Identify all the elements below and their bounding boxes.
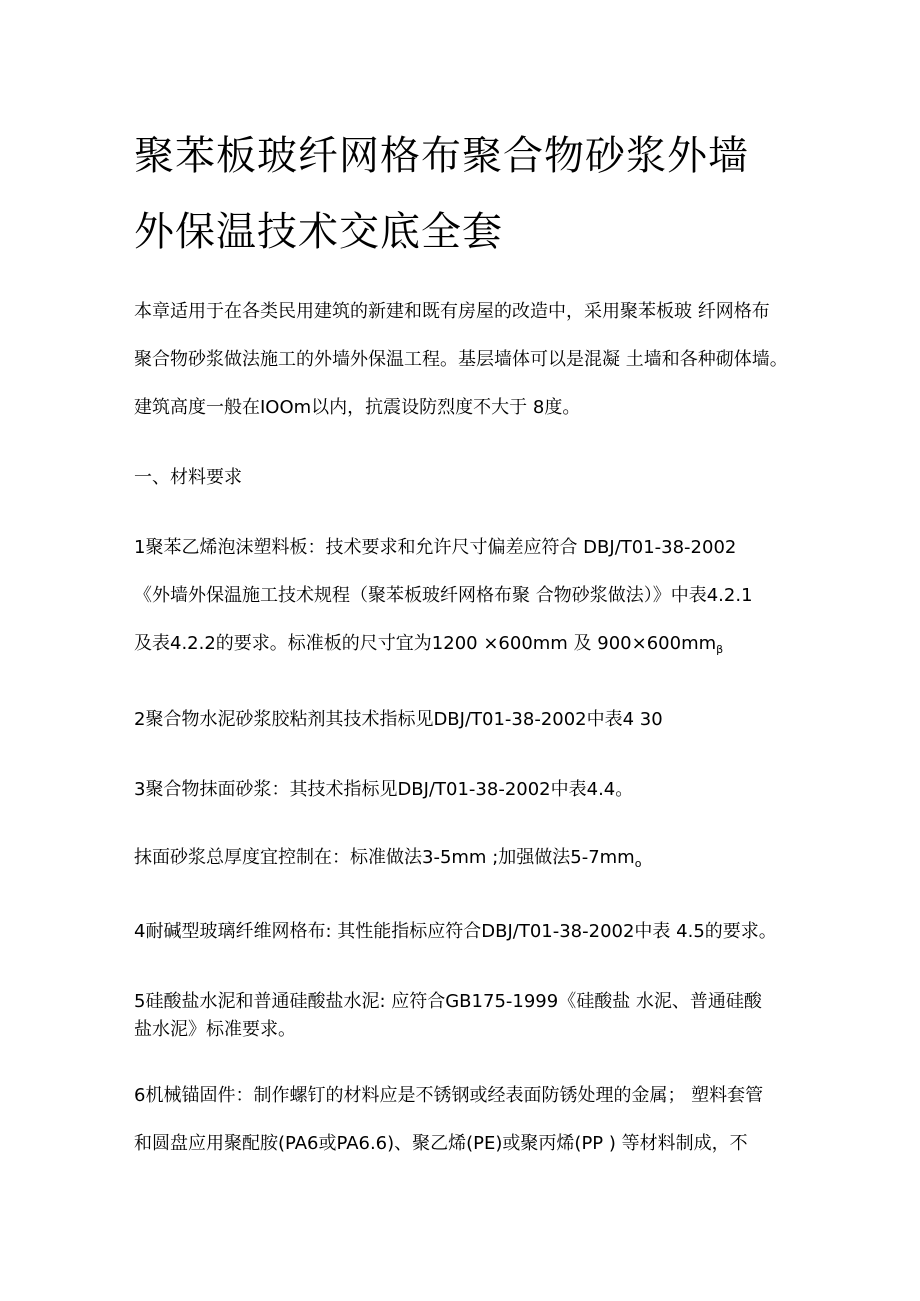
- intro-line-3: 建筑高度一般在IOOm以内，抗震设防烈度不大于 8度。: [134, 397, 581, 418]
- document-title-line-1: 聚苯板玻纤网格布聚合物砂浆外墙: [134, 133, 749, 179]
- item1-line-2: 《外墙外保温施工技术规程（聚苯板玻纤网格布聚 合物砂浆做法）》中表4.2.1: [134, 585, 753, 606]
- item1-line-3: [134, 632, 723, 662]
- item3-note-suffix: o: [634, 857, 642, 870]
- item1-line-3-text: 及表4.2.2的要求。标准板的尺寸宜为1200 ×600mm 及 900×600mm: [134, 633, 717, 654]
- intro-line-1: 本章适用于在各类民用建筑的新建和既有房屋的改造中，采用聚苯板玻 纤网格布: [134, 301, 770, 322]
- item3-line: 3聚合物抹面砂浆：其技术指标见DBJ/T01-38-2002中表4.4。: [134, 779, 634, 800]
- item5-line-1: 5硅酸盐水泥和普通硅酸盐水泥: 应符合GB175-1999《硅酸盐 水泥、普通硅酸: [134, 991, 762, 1012]
- item3-note-line: [134, 846, 641, 876]
- intro-line-2: 聚合物砂浆做法施工的外墙外保温工程。基层墙体可以是混凝 土墙和各种砌体墙。: [134, 349, 788, 370]
- item1-line-1: 1聚苯乙烯泡沫塑料板：技术要求和允许尺寸偏差应符合 DBJ/T01-38-2002: [134, 537, 737, 558]
- item3-note-text: 抹面砂浆总厚度宜控制在：标准做法3-5mm ;加强做法5-7mm: [134, 847, 635, 868]
- item4-line: 4耐碱型玻璃纤维网格布: 其性能指标应符合DBJ/T01-38-2002中表 4.5的要求。: [134, 921, 777, 942]
- item1-line-3-suffix: β: [716, 643, 724, 656]
- item6-line-1: 6机械锚固件：制作螺钉的材料应是不锈钢或经表面防锈处理的金属； 塑料套管: [134, 1085, 764, 1106]
- section-heading: 一、材料要求: [134, 467, 242, 488]
- item2-line: 2聚合物水泥砂浆胶粘剂其技术指标见DBJ/T01-38-2002中表4 30: [134, 709, 663, 730]
- item6-line-2: 和圆盘应用聚配胺(PA6或PA6.6)、聚乙烯(PE)或聚丙烯(PP ) 等材料制成，不: [134, 1133, 748, 1154]
- item5-line-2: 盐水泥》标准要求。: [134, 1019, 296, 1040]
- document-title-line-2: 外保温技术交底全套: [134, 209, 503, 255]
